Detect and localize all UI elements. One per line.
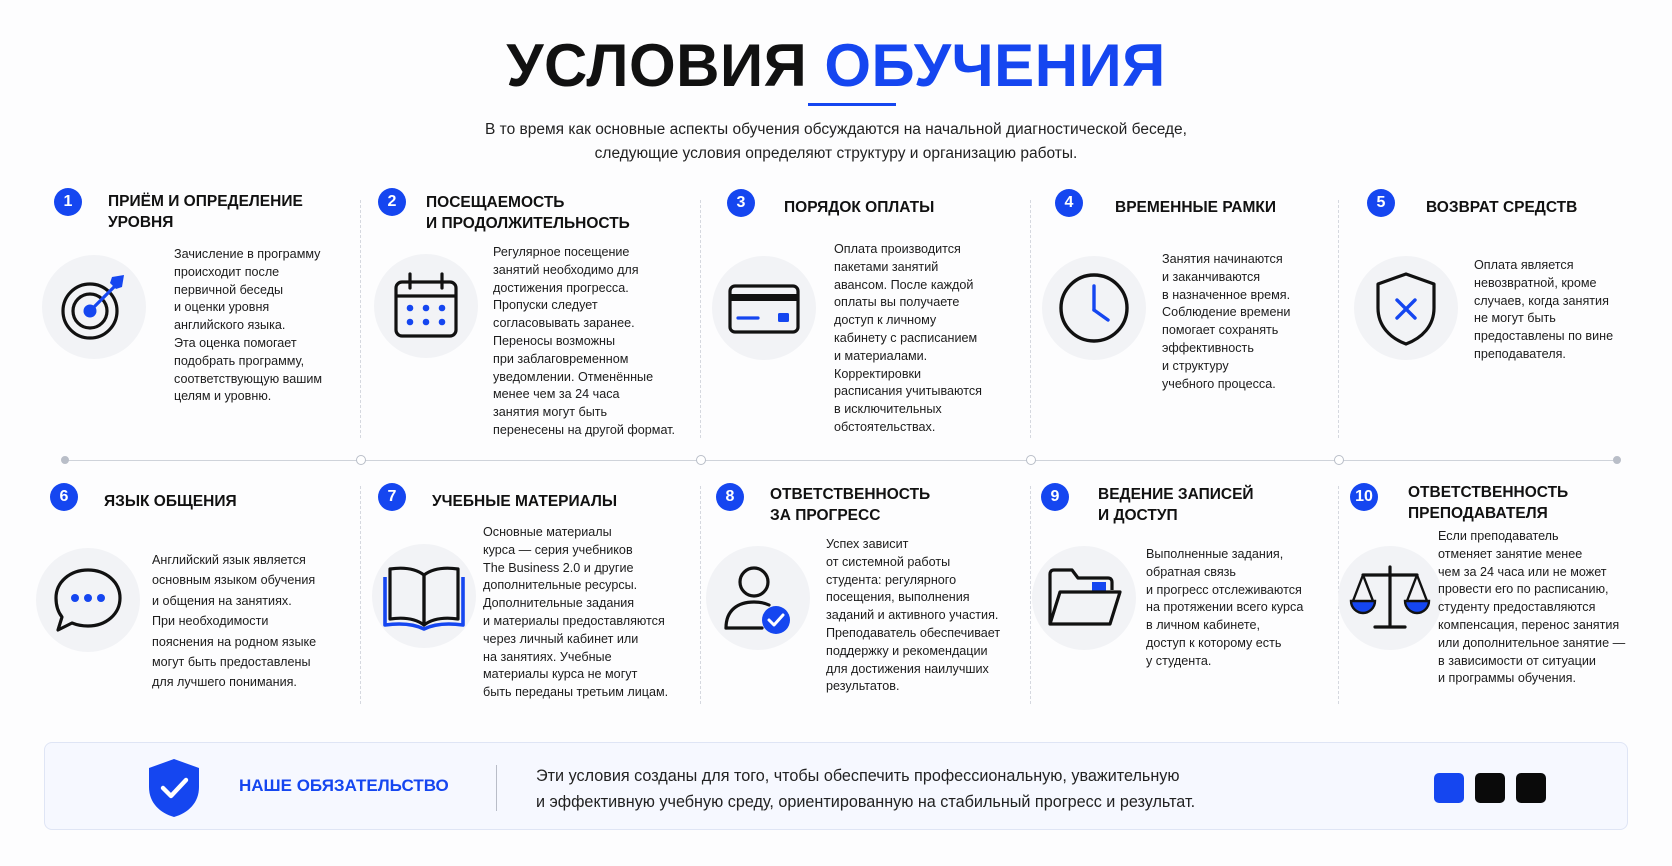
user-check-icon [706, 546, 810, 650]
title-part-2: ОБУЧЕНИЯ [824, 32, 1166, 99]
text-line: The Business 2.0 и другие [483, 560, 634, 575]
step-number-badge: 8 [716, 483, 744, 511]
text-line: Эта оценка помогает [174, 335, 297, 350]
text-line: обратная связь [1146, 564, 1236, 579]
text-line: в зависимости от ситуации [1438, 653, 1596, 668]
text-line: заданий и активного участия. [826, 608, 999, 623]
text-line: При необходимости [152, 614, 269, 629]
timeline-dot [1613, 456, 1621, 464]
card-title-line: ЗА ПРОГРЕСС [770, 507, 881, 524]
card-title [1426, 197, 1577, 218]
text-line: материалы курса не могут [483, 667, 638, 682]
card-title-line: ВРЕМЕННЫЕ РАМКИ [1115, 199, 1277, 216]
card-title-line: ПРЕПОДАВАТЕЛЯ [1408, 505, 1548, 522]
card-title [426, 192, 630, 234]
text-line: доступ к личному [834, 313, 937, 328]
timeline-dot [1026, 455, 1036, 465]
chat-bubble-icon [36, 548, 140, 652]
text-line: не могут быть [1474, 311, 1556, 326]
card-title [1408, 482, 1568, 524]
column-separator [360, 200, 361, 438]
footer-divider [496, 765, 497, 811]
text-line: провести его по расписанию, [1438, 582, 1609, 597]
text-line: при заблаговременном [493, 351, 629, 366]
text-line: у студента. [1146, 653, 1212, 668]
text-line: подобрать программу, [174, 353, 305, 368]
text-line: случаев, когда занятия [1474, 293, 1609, 308]
text-line: согласовывать заранее. [493, 316, 635, 331]
timeline-dot [1334, 455, 1344, 465]
card-description [1438, 528, 1625, 688]
timeline-dot [356, 455, 366, 465]
card-description [834, 241, 982, 437]
timeline-dot [696, 455, 706, 465]
text-line: результатов. [826, 679, 900, 694]
text-line: преподавателя. [1474, 346, 1566, 361]
text-line: и прогресс отслеживаются [1146, 582, 1302, 597]
decorative-square-black [1516, 773, 1546, 803]
card-title-line: ВЕДЕНИЕ ЗАПИСЕЙ [1098, 486, 1254, 503]
text-line: или дополнительное занятие — [1438, 635, 1626, 650]
column-separator [1338, 200, 1339, 438]
card-title [784, 197, 934, 218]
column-separator [700, 200, 701, 438]
subtitle [0, 118, 1672, 166]
text-line: целям и уровню. [174, 389, 272, 404]
text-line: курса — серия учебников [483, 542, 633, 557]
text-line: и эффективную учебную среду, ориентированную на стабильный прогресс и результат. [536, 793, 1196, 811]
card-title-line: ОТВЕТСТВЕННОСТЬ [1408, 484, 1569, 501]
card-title [770, 484, 930, 526]
text-line: первичной беседы [174, 282, 284, 297]
decorative-square-blue [1434, 773, 1464, 803]
card-description [174, 246, 322, 406]
card-title [104, 491, 237, 512]
commitment-label: НАШЕ ОБЯЗАТЕЛЬСТВО [239, 776, 449, 795]
column-separator [700, 486, 701, 704]
decorative-square-black [1475, 773, 1505, 803]
subtitle-line: В то время как основные аспекты обучения обсуждаются на начальной диагностической беседе, [485, 121, 1187, 138]
text-line: Преподаватель обеспечивает [826, 625, 1001, 640]
text-line: посещения, выполнения [826, 590, 970, 605]
text-line: уведомлении. Отменённые [493, 369, 654, 384]
text-line: Выполненные задания, [1146, 547, 1284, 561]
text-line: отменяет занятие менее [1438, 546, 1583, 561]
text-line: авансом. После каждой [834, 277, 974, 292]
text-line: Корректировки [834, 366, 922, 381]
card-title-line: УРОВНЯ [108, 214, 174, 231]
text-line: в личном кабинете, [1146, 618, 1260, 633]
text-line: и материалами. [834, 348, 928, 363]
step-number-badge: 7 [378, 483, 406, 511]
card-description [1474, 257, 1613, 364]
step-number-badge: 4 [1055, 189, 1083, 217]
target-icon [42, 255, 146, 359]
text-line: английского языка. [174, 318, 286, 333]
timeline-dot [61, 456, 69, 464]
text-line: Оплата является [1474, 258, 1574, 272]
text-line: Зачисление в программу [174, 247, 321, 261]
card-title-line: ЯЗЫК ОБЩЕНИЯ [104, 493, 237, 510]
step-number-badge: 2 [378, 188, 406, 216]
card-title-line: ВОЗВРАТ СРЕДСТВ [1426, 199, 1578, 216]
text-line: основным языком обучения [152, 573, 316, 588]
column-separator [1030, 486, 1031, 704]
text-line: Английский язык является [152, 553, 306, 567]
credit-card-icon [712, 256, 816, 360]
shield-check-icon [145, 757, 203, 824]
text-line: для достижения наилучших [826, 661, 989, 676]
calendar-icon [374, 254, 478, 358]
text-line: помогает сохранять [1162, 323, 1279, 338]
text-line: студенту предоставляются [1438, 600, 1596, 615]
folder-icon [1032, 546, 1136, 650]
step-number-badge: 1 [54, 188, 82, 216]
text-line: кабинету с расписанием [834, 330, 978, 345]
text-line: компенсация, перенос занятия [1438, 617, 1620, 632]
text-line: быть переданы третьим лицам. [483, 685, 669, 700]
text-line: через личный кабинет или [483, 631, 639, 646]
text-line: в назначенное время. [1162, 287, 1291, 302]
text-line: поддержку и рекомендации [826, 643, 988, 658]
text-line: Оплата производится [834, 242, 961, 256]
text-line: происходит после [174, 264, 280, 279]
text-line: от системной работы [826, 554, 951, 569]
text-line: расписания учитываются [834, 384, 982, 399]
text-line: перенесены на другой формат. [493, 422, 676, 437]
card-title [1098, 484, 1254, 526]
text-line: менее чем за 24 часа [493, 387, 620, 402]
card-title [1115, 197, 1276, 218]
text-line: Занятия начинаются [1162, 252, 1283, 266]
text-line: могут быть предоставлены [152, 655, 311, 670]
text-line: Успех зависит [826, 537, 909, 551]
timeline-line [64, 460, 1616, 461]
text-line: и программы обучения. [1438, 671, 1576, 686]
text-line: и материалы предоставляются [483, 613, 665, 628]
card-description [152, 550, 316, 693]
text-line: занятий необходимо для [493, 262, 639, 277]
title-underline [808, 103, 896, 106]
text-line: и заканчиваются [1162, 269, 1261, 284]
text-line: обстоятельствах. [834, 419, 936, 434]
step-number-badge: 5 [1367, 189, 1395, 217]
text-line: Пропуски следует [493, 298, 598, 313]
step-number-badge: 10 [1350, 483, 1378, 511]
card-title-line: ОТВЕТСТВЕННОСТЬ [770, 486, 931, 503]
clock-icon [1042, 256, 1146, 360]
open-book-icon [372, 544, 476, 648]
column-separator [1030, 200, 1031, 438]
card-title-line: И ДОСТУП [1098, 507, 1178, 524]
page-title [0, 30, 1672, 102]
commitment-text [536, 763, 1195, 815]
text-line: Дополнительные задания [483, 596, 635, 611]
text-line: соответствующую вашим [174, 371, 323, 386]
text-line: и оценки уровня [174, 300, 270, 315]
text-line: занятия могут быть [493, 405, 608, 420]
commitment-banner [44, 742, 1628, 830]
text-line: на занятиях. Учебные [483, 649, 612, 664]
card-description [483, 524, 668, 702]
step-number-badge: 6 [50, 483, 78, 511]
text-line: Соблюдение времени [1162, 305, 1291, 320]
card-description [493, 244, 675, 440]
card-description [826, 536, 1000, 696]
text-line: для лучшего понимания. [152, 675, 297, 690]
text-line: пояснения на родном языке [152, 634, 317, 649]
step-number-badge: 9 [1041, 483, 1069, 511]
text-line: чем за 24 часа или не может [1438, 564, 1607, 579]
column-separator [360, 486, 361, 704]
text-line: на протяжении всего курса [1146, 600, 1304, 615]
text-line: Эти условия созданы для того, чтобы обеспечить профессиональную, уважительную [536, 767, 1180, 785]
card-title-line: ПОСЕЩАЕМОСТЬ [426, 194, 565, 211]
title-part-1: УСЛОВИЯ [506, 32, 808, 99]
text-line: пакетами занятий [834, 259, 939, 274]
scales-icon [1338, 546, 1442, 650]
step-number-badge: 3 [727, 189, 755, 217]
text-line: Если преподаватель [1438, 529, 1559, 543]
text-line: Переносы возможны [493, 333, 616, 348]
card-description [1146, 546, 1303, 671]
text-line: Основные материалы [483, 525, 612, 539]
card-title-line: ПОРЯДОК ОПЛАТЫ [784, 199, 935, 216]
text-line: оплаты вы получаете [834, 295, 960, 310]
card-title [432, 491, 617, 512]
text-line: достижения прогресса. [493, 280, 629, 295]
text-line: в исключительных [834, 402, 942, 417]
text-line: студента: регулярного [826, 572, 957, 587]
text-line: доступ к которому есть [1146, 635, 1282, 650]
card-title [108, 191, 303, 233]
text-line: и общения на занятиях. [152, 593, 292, 608]
card-title-line: И ПРОДОЛЖИТЕЛЬНОСТЬ [426, 215, 630, 232]
text-line: учебного процесса. [1162, 376, 1276, 391]
text-line: Регулярное посещение [493, 245, 630, 259]
card-description [1162, 251, 1290, 393]
card-title-line: УЧЕБНЫЕ МАТЕРИАЛЫ [432, 493, 618, 510]
text-line: невозвратной, кроме [1474, 275, 1597, 290]
text-line: дополнительные ресурсы. [483, 578, 638, 593]
text-line: и структуру [1162, 358, 1229, 373]
card-title-line: ПРИЁМ И ОПРЕДЕЛЕНИЕ [108, 193, 303, 210]
subtitle-line: следующие условия определяют структуру и организацию работы. [594, 145, 1078, 162]
shield-x-icon [1354, 256, 1458, 360]
text-line: предоставлены по вине [1474, 329, 1614, 344]
text-line: эффективность [1162, 340, 1254, 355]
